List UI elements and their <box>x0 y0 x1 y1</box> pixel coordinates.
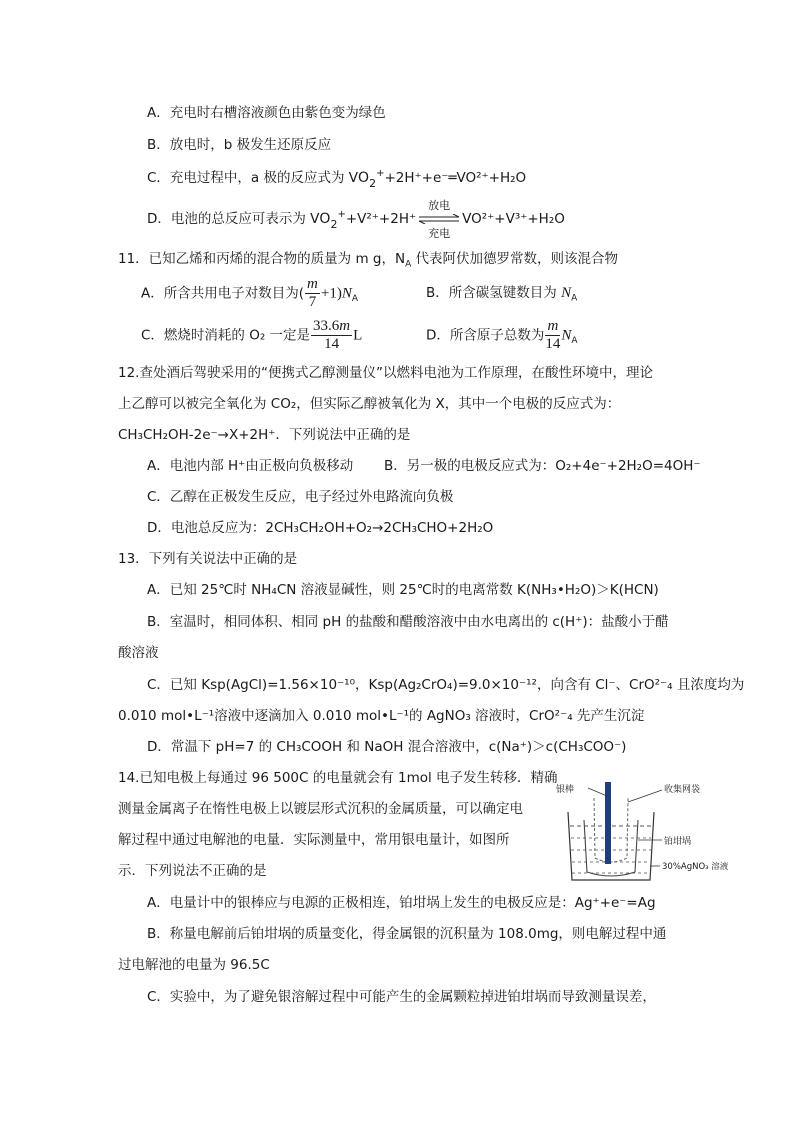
q11-option-b-text: B．所含碳氢键数目为 <box>426 285 562 301</box>
silver-coulometer-diagram <box>554 776 732 888</box>
arrow-label-charge: 充电 <box>428 227 451 240</box>
q13-option-c-line1: C．已知 Ksp(AgCl)=1.56×10⁻¹⁰，Ksp(Ag₂CrO₄)=9.0×10⁻¹²，向含有 Cl⁻、CrO²⁻₄ 且浓度均为 <box>147 677 745 693</box>
q13-option-b-line1: B．室温时，相同体积、相同 pH 的盐酸和醋酸溶液中由水电离出的 c(H⁺)：盐酸小于醋 <box>147 614 669 630</box>
q14-option-a: A．电量计中的银棒应与电源的正极相连，铂坩埚上发生的电极反应是：Ag⁺+e⁻=Ag <box>147 895 656 911</box>
q10-option-d-products: VO²⁺+V³⁺+H₂O <box>462 211 565 227</box>
q14-stem-line1: 14.已知电极上每通过 96 500C 的电量就会有 1mol 电子发生转移．精确 <box>118 770 558 786</box>
q10-option-c-equation: +2H⁺+e⁻═VO²⁺+H₂O <box>384 170 527 186</box>
q12-stem-line3: CH₃CH₂OH-2e⁻→X+2H⁺．下列说法中正确的是 <box>118 427 411 443</box>
q11-option-d-text: D．所含原子总数为 <box>426 327 545 344</box>
q14-stem-line3: 解过程中通过电解池的电量．实际测量中，常用银电量计，如图所 <box>118 832 510 848</box>
q10-option-d <box>147 199 565 240</box>
q12-option-a: A．电池内部 H⁺由正极向负极移动 <box>147 458 354 474</box>
q11-option-a-text: A．所含共用电子对数目为( <box>141 285 305 302</box>
label-agno3-solution: 30%AgNO₃ 溶液 <box>662 862 729 872</box>
q12-option-b: B．另一极的电极反应式为：O₂+4e⁻+2H₂O=4OH⁻ <box>384 458 701 474</box>
q14-option-b-line2: 过电解池的电量为 96.5C <box>118 957 270 973</box>
label-platinum-crucible: 铂坩埚 <box>664 837 692 847</box>
q13-stem: 13．下列有关说法中正确的是 <box>118 551 298 567</box>
q11-stem-text: 11．已知乙烯和丙烯的混合物的质量为 m g，N <box>118 251 406 267</box>
q13-option-a: A．已知 25℃时 NH₄CN 溶液显碱性，则 25℃时的电离常数 K(NH₃•H₂O)＞K(HCN) <box>147 582 659 598</box>
q14-option-c-line1: C．实验中，为了避免银溶解过程中可能产生的金属颗粒掉进铂坩埚而导致测量误差， <box>147 989 656 1005</box>
q12-option-c: C．乙醇在正极发生反应，电子经过外电路流向负极 <box>147 489 454 505</box>
q11-stem: 11．已知乙烯和丙烯的混合物的质量为 m g，$N_A$ 代表阿伏加德罗常数，则该混合物 <box>118 251 619 270</box>
fraction-33-6m-over-14: $\frac{33.6m}{14}$ <box>313 318 351 352</box>
q13-option-b-line2: 酸溶液 <box>118 645 159 661</box>
q12-stem-line2: 上乙醇可以被完全氧化为 CO₂，但实际乙醇被氧化为 X，其中一个电极的反应式为： <box>118 396 621 412</box>
q13-option-d: D．常温下 pH=7 的 CH₃COOH 和 NaOH 混合溶液中，c(Na⁺)＞c(CH₃COO⁻) <box>147 739 627 755</box>
q14-option-b-line1: B．称量电解前后铂坩埚的质量变化，得金属银的沉积量为 108.0mg，则电解过程中通 <box>147 926 667 942</box>
q10-option-a: A．充电时右槽溶液颜色由紫色变为绿色 <box>147 105 386 121</box>
q10-option-d-text: D．电池的总反应可表示为 V <box>147 211 320 227</box>
q12-option-d: D．电池总反应为：2CH₃CH₂OH+O₂→2CH₃CHO+2H₂O <box>147 520 494 536</box>
reversible-arrow <box>417 199 461 240</box>
q10-option-c <box>147 169 526 189</box>
equilibrium-arrow-icon <box>417 214 461 224</box>
fraction-m-over-14: $\frac{m}{14}$ <box>545 318 561 352</box>
q10-option-b: B．放电时，b 极发生还原反应 <box>147 137 332 153</box>
q14-stem-line4: 示．下列说法不正确的是 <box>118 863 267 879</box>
q11-option-c: C．燃烧时消耗的 O₂ 一定是 $\frac{33.6m}{14}$ L <box>141 318 363 352</box>
label-collection-bag: 收集网袋 <box>664 785 701 795</box>
q11-option-c-text: C．燃烧时消耗的 O₂ 一定是 <box>141 327 311 344</box>
q11-option-a: A．所含共用电子对数目为( $\frac{m}{7}$ $+1)N_A$ <box>141 276 359 310</box>
vo2-ion: O2+ <box>358 168 385 190</box>
q11-option-d: D．所含原子总数为 $\frac{m}{14}$ $N_A$ <box>426 318 578 352</box>
q10-option-d-reactants: +V²⁺+2H⁺ <box>345 211 417 227</box>
q13-option-c-line2: 0.010 mol•L⁻¹溶液中逐滴加入 0.010 mol•L⁻¹的 AgNO₃ 溶液时，CrO²⁻₄ 先产生沉淀 <box>118 708 645 724</box>
fraction-m-over-7: $\frac{m}{7}$ <box>307 276 318 310</box>
q11-option-b: B．所含碳氢键数目为 $N_A$ <box>426 285 578 304</box>
arrow-label-discharge: 放电 <box>428 199 451 212</box>
label-silver-rod: 银棒 <box>556 785 575 795</box>
vo2-ion: O2+ <box>319 209 346 231</box>
q12-stem-line1: 12.查处酒后驾驶采用的“便携式乙醇测量仪”以燃料电池为工作原理，在酸性环境中，理论 <box>118 365 653 381</box>
q14-stem-line2: 测量金属离子在惰性电极上以镀层形式沉积的金属质量，可以确定电 <box>118 801 523 817</box>
q11-stem-tail: 代表阿伏加德罗常数，则该混合物 <box>411 251 619 267</box>
q10-option-c-text: C．充电过程中，a 极的反应式为 V <box>147 170 359 186</box>
